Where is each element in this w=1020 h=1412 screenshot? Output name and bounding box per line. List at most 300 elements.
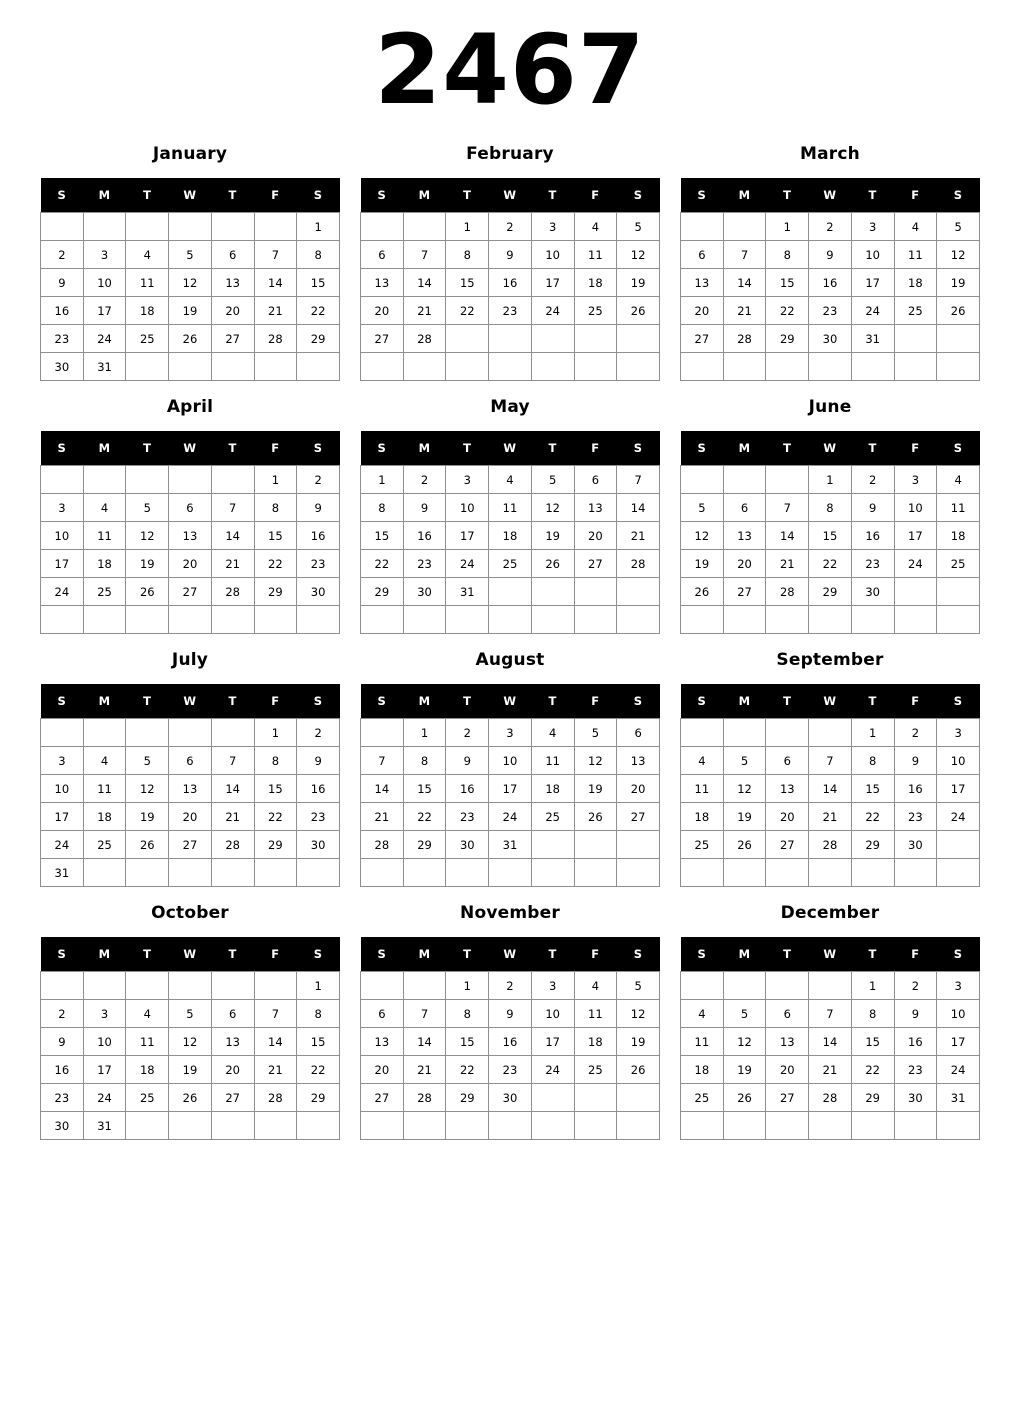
day-cell[interactable]: 15 — [297, 1028, 340, 1056]
day-cell[interactable]: 4 — [489, 466, 532, 494]
day-cell[interactable]: 7 — [211, 747, 254, 775]
day-cell[interactable]: 16 — [489, 269, 532, 297]
day-cell[interactable]: 20 — [723, 550, 766, 578]
day-cell[interactable]: 2 — [489, 213, 532, 241]
day-cell[interactable]: 17 — [894, 522, 937, 550]
day-cell[interactable]: 28 — [403, 325, 446, 353]
day-cell[interactable]: 31 — [41, 859, 84, 887]
day-cell[interactable]: 27 — [169, 578, 212, 606]
day-cell[interactable]: 2 — [297, 466, 340, 494]
day-cell[interactable]: 17 — [531, 269, 574, 297]
day-cell[interactable]: 14 — [211, 522, 254, 550]
day-cell[interactable]: 4 — [681, 747, 724, 775]
day-cell[interactable]: 23 — [489, 1056, 532, 1084]
day-cell[interactable]: 11 — [489, 494, 532, 522]
day-cell[interactable]: 10 — [851, 241, 894, 269]
day-cell[interactable]: 13 — [169, 522, 212, 550]
day-cell[interactable]: 4 — [574, 972, 617, 1000]
day-cell[interactable]: 5 — [169, 241, 212, 269]
day-cell[interactable]: 22 — [851, 803, 894, 831]
day-cell[interactable]: 2 — [41, 1000, 84, 1028]
day-cell[interactable]: 28 — [211, 578, 254, 606]
day-cell[interactable]: 6 — [766, 747, 809, 775]
day-cell[interactable]: 7 — [254, 241, 297, 269]
day-cell[interactable]: 4 — [83, 747, 126, 775]
day-cell[interactable]: 18 — [574, 269, 617, 297]
day-cell[interactable]: 9 — [894, 747, 937, 775]
day-cell[interactable]: 9 — [489, 1000, 532, 1028]
day-cell[interactable]: 30 — [297, 831, 340, 859]
day-cell[interactable]: 30 — [41, 1112, 84, 1140]
day-cell[interactable]: 18 — [126, 297, 169, 325]
day-cell[interactable]: 14 — [361, 775, 404, 803]
day-cell[interactable]: 4 — [894, 213, 937, 241]
day-cell[interactable]: 12 — [126, 522, 169, 550]
day-cell[interactable]: 5 — [723, 1000, 766, 1028]
day-cell[interactable]: 1 — [446, 213, 489, 241]
day-cell[interactable]: 1 — [851, 719, 894, 747]
day-cell[interactable]: 14 — [617, 494, 660, 522]
day-cell[interactable]: 16 — [489, 1028, 532, 1056]
day-cell[interactable]: 22 — [766, 297, 809, 325]
day-cell[interactable]: 6 — [617, 719, 660, 747]
day-cell[interactable]: 21 — [723, 297, 766, 325]
day-cell[interactable]: 13 — [617, 747, 660, 775]
day-cell[interactable]: 26 — [169, 325, 212, 353]
day-cell[interactable]: 11 — [894, 241, 937, 269]
day-cell[interactable]: 25 — [83, 831, 126, 859]
day-cell[interactable]: 24 — [41, 831, 84, 859]
day-cell[interactable]: 28 — [617, 550, 660, 578]
day-cell[interactable]: 17 — [41, 550, 84, 578]
day-cell[interactable]: 28 — [254, 325, 297, 353]
day-cell[interactable]: 23 — [297, 550, 340, 578]
day-cell[interactable]: 29 — [446, 1084, 489, 1112]
day-cell[interactable]: 4 — [681, 1000, 724, 1028]
day-cell[interactable]: 9 — [489, 241, 532, 269]
day-cell[interactable]: 3 — [83, 241, 126, 269]
day-cell[interactable]: 27 — [681, 325, 724, 353]
day-cell[interactable]: 6 — [361, 241, 404, 269]
day-cell[interactable]: 8 — [297, 1000, 340, 1028]
day-cell[interactable]: 21 — [211, 550, 254, 578]
day-cell[interactable]: 6 — [681, 241, 724, 269]
day-cell[interactable]: 29 — [851, 1084, 894, 1112]
day-cell[interactable]: 17 — [937, 1028, 980, 1056]
day-cell[interactable]: 20 — [361, 297, 404, 325]
day-cell[interactable]: 3 — [531, 213, 574, 241]
day-cell[interactable]: 16 — [809, 269, 852, 297]
day-cell[interactable]: 1 — [446, 972, 489, 1000]
day-cell[interactable]: 7 — [809, 747, 852, 775]
day-cell[interactable]: 1 — [361, 466, 404, 494]
day-cell[interactable]: 30 — [446, 831, 489, 859]
day-cell[interactable]: 10 — [894, 494, 937, 522]
day-cell[interactable]: 22 — [297, 297, 340, 325]
day-cell[interactable]: 25 — [937, 550, 980, 578]
day-cell[interactable]: 29 — [254, 831, 297, 859]
day-cell[interactable]: 3 — [531, 972, 574, 1000]
day-cell[interactable]: 12 — [937, 241, 980, 269]
day-cell[interactable]: 21 — [809, 1056, 852, 1084]
day-cell[interactable]: 7 — [766, 494, 809, 522]
day-cell[interactable]: 19 — [126, 803, 169, 831]
day-cell[interactable]: 14 — [403, 1028, 446, 1056]
day-cell[interactable]: 10 — [41, 775, 84, 803]
day-cell[interactable]: 2 — [489, 972, 532, 1000]
day-cell[interactable]: 29 — [403, 831, 446, 859]
day-cell[interactable]: 26 — [126, 578, 169, 606]
day-cell[interactable]: 24 — [531, 297, 574, 325]
day-cell[interactable]: 27 — [211, 325, 254, 353]
day-cell[interactable]: 27 — [617, 803, 660, 831]
day-cell[interactable]: 23 — [894, 1056, 937, 1084]
day-cell[interactable]: 21 — [403, 297, 446, 325]
day-cell[interactable]: 9 — [41, 1028, 84, 1056]
day-cell[interactable]: 30 — [403, 578, 446, 606]
day-cell[interactable]: 22 — [361, 550, 404, 578]
day-cell[interactable]: 8 — [297, 241, 340, 269]
day-cell[interactable]: 29 — [766, 325, 809, 353]
day-cell[interactable]: 5 — [617, 972, 660, 1000]
day-cell[interactable]: 13 — [169, 775, 212, 803]
day-cell[interactable]: 22 — [297, 1056, 340, 1084]
day-cell[interactable]: 25 — [489, 550, 532, 578]
day-cell[interactable]: 24 — [489, 803, 532, 831]
day-cell[interactable]: 4 — [126, 1000, 169, 1028]
day-cell[interactable]: 20 — [766, 803, 809, 831]
day-cell[interactable]: 29 — [254, 578, 297, 606]
day-cell[interactable]: 17 — [937, 775, 980, 803]
day-cell[interactable]: 22 — [446, 297, 489, 325]
day-cell[interactable]: 6 — [211, 241, 254, 269]
day-cell[interactable]: 15 — [851, 775, 894, 803]
day-cell[interactable]: 30 — [894, 1084, 937, 1112]
day-cell[interactable]: 19 — [574, 775, 617, 803]
day-cell[interactable]: 26 — [723, 1084, 766, 1112]
day-cell[interactable]: 18 — [126, 1056, 169, 1084]
day-cell[interactable]: 28 — [361, 831, 404, 859]
day-cell[interactable]: 8 — [446, 1000, 489, 1028]
day-cell[interactable]: 24 — [41, 578, 84, 606]
day-cell[interactable]: 15 — [254, 522, 297, 550]
day-cell[interactable]: 12 — [617, 1000, 660, 1028]
day-cell[interactable]: 27 — [211, 1084, 254, 1112]
day-cell[interactable]: 9 — [894, 1000, 937, 1028]
day-cell[interactable]: 30 — [851, 578, 894, 606]
day-cell[interactable]: 12 — [169, 1028, 212, 1056]
day-cell[interactable]: 17 — [531, 1028, 574, 1056]
day-cell[interactable]: 11 — [83, 775, 126, 803]
day-cell[interactable]: 25 — [574, 297, 617, 325]
day-cell[interactable]: 2 — [446, 719, 489, 747]
day-cell[interactable]: 19 — [723, 803, 766, 831]
day-cell[interactable]: 12 — [681, 522, 724, 550]
day-cell[interactable]: 27 — [574, 550, 617, 578]
day-cell[interactable]: 9 — [297, 494, 340, 522]
day-cell[interactable]: 14 — [403, 269, 446, 297]
day-cell[interactable]: 26 — [723, 831, 766, 859]
day-cell[interactable]: 8 — [254, 494, 297, 522]
day-cell[interactable]: 26 — [617, 1056, 660, 1084]
day-cell[interactable]: 26 — [937, 297, 980, 325]
day-cell[interactable]: 23 — [41, 325, 84, 353]
day-cell[interactable]: 20 — [169, 550, 212, 578]
day-cell[interactable]: 8 — [851, 1000, 894, 1028]
day-cell[interactable]: 19 — [723, 1056, 766, 1084]
day-cell[interactable]: 20 — [681, 297, 724, 325]
day-cell[interactable]: 1 — [851, 972, 894, 1000]
day-cell[interactable]: 4 — [126, 241, 169, 269]
day-cell[interactable]: 4 — [937, 466, 980, 494]
day-cell[interactable]: 27 — [723, 578, 766, 606]
day-cell[interactable]: 9 — [297, 747, 340, 775]
day-cell[interactable]: 15 — [361, 522, 404, 550]
day-cell[interactable]: 25 — [531, 803, 574, 831]
day-cell[interactable]: 25 — [681, 1084, 724, 1112]
day-cell[interactable]: 3 — [41, 747, 84, 775]
day-cell[interactable]: 5 — [937, 213, 980, 241]
day-cell[interactable]: 18 — [681, 1056, 724, 1084]
day-cell[interactable]: 11 — [83, 522, 126, 550]
day-cell[interactable]: 2 — [894, 719, 937, 747]
day-cell[interactable]: 23 — [41, 1084, 84, 1112]
day-cell[interactable]: 31 — [446, 578, 489, 606]
day-cell[interactable]: 6 — [574, 466, 617, 494]
day-cell[interactable]: 19 — [681, 550, 724, 578]
day-cell[interactable]: 28 — [809, 1084, 852, 1112]
day-cell[interactable]: 1 — [297, 972, 340, 1000]
day-cell[interactable]: 17 — [83, 1056, 126, 1084]
day-cell[interactable]: 11 — [681, 1028, 724, 1056]
day-cell[interactable]: 11 — [681, 775, 724, 803]
day-cell[interactable]: 23 — [297, 803, 340, 831]
day-cell[interactable]: 28 — [766, 578, 809, 606]
day-cell[interactable]: 31 — [83, 353, 126, 381]
day-cell[interactable]: 29 — [851, 831, 894, 859]
day-cell[interactable]: 21 — [617, 522, 660, 550]
day-cell[interactable]: 29 — [297, 325, 340, 353]
day-cell[interactable]: 1 — [809, 466, 852, 494]
day-cell[interactable]: 24 — [937, 1056, 980, 1084]
day-cell[interactable]: 11 — [937, 494, 980, 522]
day-cell[interactable]: 10 — [531, 241, 574, 269]
day-cell[interactable]: 6 — [361, 1000, 404, 1028]
day-cell[interactable]: 11 — [531, 747, 574, 775]
day-cell[interactable]: 6 — [766, 1000, 809, 1028]
day-cell[interactable]: 7 — [254, 1000, 297, 1028]
day-cell[interactable]: 21 — [403, 1056, 446, 1084]
day-cell[interactable]: 23 — [851, 550, 894, 578]
day-cell[interactable]: 7 — [809, 1000, 852, 1028]
day-cell[interactable]: 30 — [297, 578, 340, 606]
day-cell[interactable]: 10 — [83, 1028, 126, 1056]
day-cell[interactable]: 24 — [851, 297, 894, 325]
day-cell[interactable]: 5 — [126, 494, 169, 522]
day-cell[interactable]: 9 — [403, 494, 446, 522]
day-cell[interactable]: 3 — [489, 719, 532, 747]
day-cell[interactable]: 12 — [574, 747, 617, 775]
day-cell[interactable]: 3 — [83, 1000, 126, 1028]
day-cell[interactable]: 27 — [766, 831, 809, 859]
day-cell[interactable]: 16 — [851, 522, 894, 550]
day-cell[interactable]: 30 — [41, 353, 84, 381]
day-cell[interactable]: 11 — [574, 241, 617, 269]
day-cell[interactable]: 8 — [403, 747, 446, 775]
day-cell[interactable]: 25 — [894, 297, 937, 325]
day-cell[interactable]: 16 — [41, 297, 84, 325]
day-cell[interactable]: 3 — [894, 466, 937, 494]
day-cell[interactable]: 14 — [254, 269, 297, 297]
day-cell[interactable]: 20 — [574, 522, 617, 550]
day-cell[interactable]: 24 — [894, 550, 937, 578]
day-cell[interactable]: 16 — [446, 775, 489, 803]
day-cell[interactable]: 2 — [809, 213, 852, 241]
day-cell[interactable]: 17 — [489, 775, 532, 803]
day-cell[interactable]: 10 — [937, 1000, 980, 1028]
day-cell[interactable]: 1 — [254, 719, 297, 747]
day-cell[interactable]: 13 — [574, 494, 617, 522]
day-cell[interactable]: 5 — [126, 747, 169, 775]
day-cell[interactable]: 3 — [446, 466, 489, 494]
day-cell[interactable]: 16 — [297, 522, 340, 550]
day-cell[interactable]: 23 — [489, 297, 532, 325]
day-cell[interactable]: 1 — [297, 213, 340, 241]
day-cell[interactable]: 18 — [83, 803, 126, 831]
day-cell[interactable]: 27 — [169, 831, 212, 859]
day-cell[interactable]: 19 — [617, 269, 660, 297]
day-cell[interactable]: 18 — [489, 522, 532, 550]
day-cell[interactable]: 9 — [446, 747, 489, 775]
day-cell[interactable]: 2 — [297, 719, 340, 747]
day-cell[interactable]: 1 — [403, 719, 446, 747]
day-cell[interactable]: 24 — [83, 1084, 126, 1112]
day-cell[interactable]: 23 — [403, 550, 446, 578]
day-cell[interactable]: 25 — [574, 1056, 617, 1084]
day-cell[interactable]: 22 — [254, 803, 297, 831]
day-cell[interactable]: 4 — [83, 494, 126, 522]
day-cell[interactable]: 21 — [809, 803, 852, 831]
day-cell[interactable]: 31 — [851, 325, 894, 353]
day-cell[interactable]: 19 — [617, 1028, 660, 1056]
day-cell[interactable]: 13 — [211, 1028, 254, 1056]
day-cell[interactable]: 25 — [126, 325, 169, 353]
day-cell[interactable]: 25 — [126, 1084, 169, 1112]
day-cell[interactable]: 15 — [766, 269, 809, 297]
day-cell[interactable]: 5 — [681, 494, 724, 522]
day-cell[interactable]: 31 — [83, 1112, 126, 1140]
day-cell[interactable]: 2 — [851, 466, 894, 494]
day-cell[interactable]: 2 — [894, 972, 937, 1000]
day-cell[interactable]: 30 — [809, 325, 852, 353]
day-cell[interactable]: 2 — [41, 241, 84, 269]
day-cell[interactable]: 24 — [446, 550, 489, 578]
day-cell[interactable]: 16 — [403, 522, 446, 550]
day-cell[interactable]: 3 — [851, 213, 894, 241]
day-cell[interactable]: 23 — [894, 803, 937, 831]
day-cell[interactable]: 16 — [894, 1028, 937, 1056]
day-cell[interactable]: 24 — [531, 1056, 574, 1084]
day-cell[interactable]: 6 — [169, 494, 212, 522]
day-cell[interactable]: 24 — [83, 325, 126, 353]
day-cell[interactable]: 12 — [169, 269, 212, 297]
day-cell[interactable]: 18 — [681, 803, 724, 831]
day-cell[interactable]: 26 — [531, 550, 574, 578]
day-cell[interactable]: 27 — [361, 1084, 404, 1112]
day-cell[interactable]: 17 — [446, 522, 489, 550]
day-cell[interactable]: 6 — [723, 494, 766, 522]
day-cell[interactable]: 29 — [809, 578, 852, 606]
day-cell[interactable]: 29 — [297, 1084, 340, 1112]
day-cell[interactable]: 7 — [403, 241, 446, 269]
day-cell[interactable]: 15 — [254, 775, 297, 803]
day-cell[interactable]: 21 — [361, 803, 404, 831]
day-cell[interactable]: 13 — [361, 1028, 404, 1056]
day-cell[interactable]: 22 — [254, 550, 297, 578]
day-cell[interactable]: 15 — [809, 522, 852, 550]
day-cell[interactable]: 19 — [169, 297, 212, 325]
day-cell[interactable]: 15 — [446, 269, 489, 297]
day-cell[interactable]: 28 — [403, 1084, 446, 1112]
day-cell[interactable]: 5 — [617, 213, 660, 241]
day-cell[interactable]: 4 — [574, 213, 617, 241]
day-cell[interactable]: 15 — [446, 1028, 489, 1056]
day-cell[interactable]: 8 — [851, 747, 894, 775]
day-cell[interactable]: 17 — [83, 297, 126, 325]
day-cell[interactable]: 10 — [41, 522, 84, 550]
day-cell[interactable]: 10 — [83, 269, 126, 297]
day-cell[interactable]: 4 — [531, 719, 574, 747]
day-cell[interactable]: 24 — [937, 803, 980, 831]
day-cell[interactable]: 7 — [211, 494, 254, 522]
day-cell[interactable]: 7 — [403, 1000, 446, 1028]
day-cell[interactable]: 13 — [361, 269, 404, 297]
day-cell[interactable]: 11 — [574, 1000, 617, 1028]
day-cell[interactable]: 31 — [489, 831, 532, 859]
day-cell[interactable]: 8 — [809, 494, 852, 522]
day-cell[interactable]: 5 — [531, 466, 574, 494]
day-cell[interactable]: 9 — [41, 269, 84, 297]
day-cell[interactable]: 26 — [574, 803, 617, 831]
day-cell[interactable]: 20 — [617, 775, 660, 803]
day-cell[interactable]: 29 — [361, 578, 404, 606]
day-cell[interactable]: 31 — [937, 1084, 980, 1112]
day-cell[interactable]: 11 — [126, 1028, 169, 1056]
day-cell[interactable]: 5 — [169, 1000, 212, 1028]
day-cell[interactable]: 1 — [254, 466, 297, 494]
day-cell[interactable]: 26 — [617, 297, 660, 325]
day-cell[interactable]: 26 — [126, 831, 169, 859]
day-cell[interactable]: 15 — [297, 269, 340, 297]
day-cell[interactable]: 20 — [361, 1056, 404, 1084]
day-cell[interactable]: 17 — [851, 269, 894, 297]
day-cell[interactable]: 18 — [937, 522, 980, 550]
day-cell[interactable]: 7 — [617, 466, 660, 494]
day-cell[interactable]: 21 — [766, 550, 809, 578]
day-cell[interactable]: 22 — [403, 803, 446, 831]
day-cell[interactable]: 3 — [937, 719, 980, 747]
day-cell[interactable]: 19 — [169, 1056, 212, 1084]
day-cell[interactable]: 14 — [211, 775, 254, 803]
day-cell[interactable]: 21 — [211, 803, 254, 831]
day-cell[interactable]: 6 — [211, 1000, 254, 1028]
day-cell[interactable]: 13 — [211, 269, 254, 297]
day-cell[interactable]: 16 — [41, 1056, 84, 1084]
day-cell[interactable]: 28 — [809, 831, 852, 859]
day-cell[interactable]: 18 — [83, 550, 126, 578]
day-cell[interactable]: 22 — [809, 550, 852, 578]
day-cell[interactable]: 12 — [531, 494, 574, 522]
